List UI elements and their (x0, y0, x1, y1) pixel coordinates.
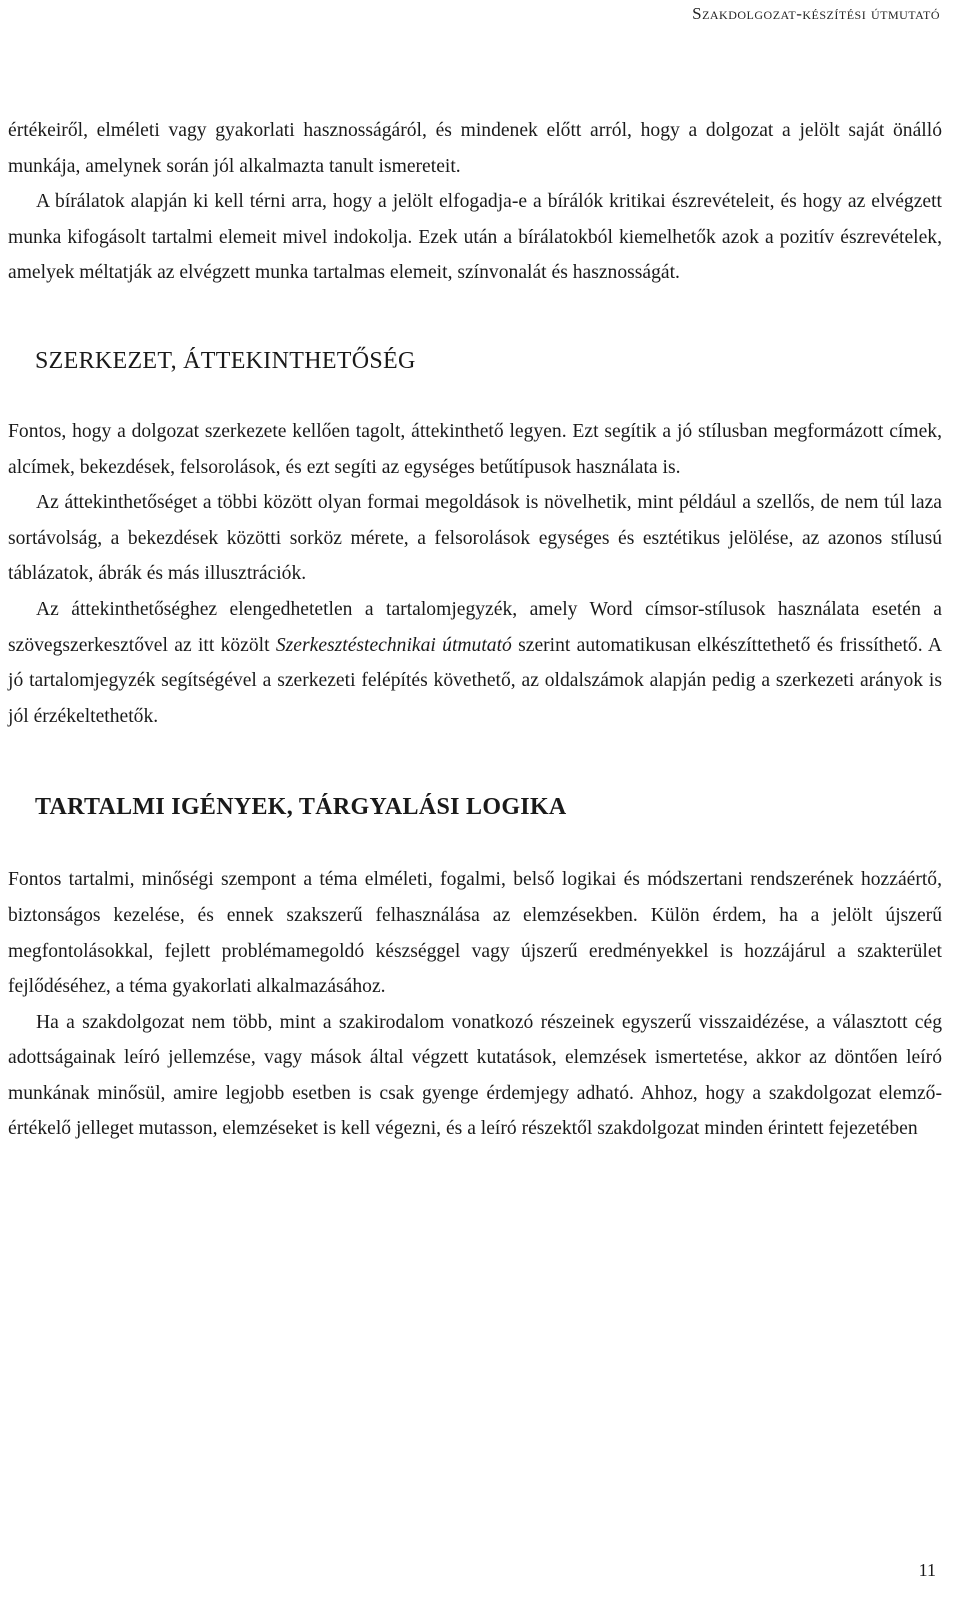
spacer (8, 821, 942, 862)
page-number: 11 (918, 1560, 936, 1580)
structure-paragraph-2: Az áttekinthetőséget a többi között olyan formai megoldások is növelhetik, mint például a szellős, de nem túl laza sortávolság, a bekezdések közötti sorköz mérete, a felsorolások egységes és esztétikus jelölése, az azonos stílusú táblázatok, ábrák és más illusztrációk. (8, 492, 942, 585)
section-heading-structure: SZERKEZET, ÁTTEKINTHETŐSÉG (35, 347, 416, 374)
running-header: Szakdolgozat-készítési útmutató (692, 4, 940, 23)
section-heading-content: TARTALMI IGÉNYEK, TÁRGYALÁSI LOGIKA (35, 794, 567, 821)
spacer (8, 291, 942, 348)
intro-paragraph-2: A bírálatok alapján ki kell térni arra, hogy a jelölt elfogadja-e a bírálók kritikai észrevételeit, és hogy az elvégzett munka kifogásolt tartalmi elemeit mivel indokolja. Ezek után a bírálatokból kiemelhetők azok a pozitív észrevételek, amelyek méltatják az elvégzett munka tartalmas elemeit, színvonalát és hasznosságát. (8, 191, 942, 284)
page-body (8, 113, 942, 1147)
guide-reference-italic: Szerkesztéstechnikai útmutató (275, 634, 512, 656)
structure-paragraph-3 (8, 592, 942, 734)
structure-p3-text-after: szerint automatikusan elkészíttethető és frissíthető. A jó tartalomjegyzék segítségével a szerkezeti felépítés követhető, az oldalszámok alapján pedig a szerkezeti arányok is jól érzékeltethetők. (8, 634, 942, 727)
content-paragraph-1: Fontos tartalmi, minőségi szempont a téma elméleti, fogalmi, belső logikai és módszertani rendszerének hozzáértő, biztonságos kezelése, és ennek szakszerű felhasználása az elemzésekben. Külön érdem, ha a jelölt újszerű megfontolásokkal, fejlett problémamegoldó készséggel vagy újszerű eredményekkel is hozzájárul a szakterület fejlődéséhez, a téma gyakorlati alkalmazásához. (8, 869, 942, 998)
structure-paragraph-1: Fontos, hogy a dolgozat szerkezete kellően tagolt, áttekinthető legyen. Ezt segítik a jó stílusban megformázott címek, alcímek, bekezdések, felsorolások, és ezt segíti az egységes betűtípusok használata is. (8, 420, 942, 478)
content-paragraph-2: Ha a szakdolgozat nem több, mint a szakirodalom vonatkozó részeinek egyszerű visszaidézése, a választott cég adottságainak leíró jellemzése, vagy mások által végzett kutatások, elemzések ismertetése, akkor az döntően leíró munkának minősül, amire legjobb esetben is csak gyenge érdemjegy adható. Ahhoz, hogy a szakdolgozat elemző-értékelő jelleget mutasson, elemzéseket is kell végezni, és a leíró részektől szakdolgozat minden érintett fejezetében (8, 1011, 942, 1140)
spacer (8, 375, 942, 414)
structure-p3-text-before: Az áttekinthetőséghez elengedhetetlen a tartalomjegyzék, amely Word címsor-stílusok használata esetén a szövegszerkesztővel az itt közölt (8, 598, 942, 656)
spacer (8, 734, 942, 794)
intro-paragraph-1: értékeiről, elméleti vagy gyakorlati hasznosságáról, és mindenek előtt arról, hogy a dolgozat a jelölt saját önálló munkája, amelynek során jól alkalmazta tanult ismereteit. (8, 120, 942, 177)
